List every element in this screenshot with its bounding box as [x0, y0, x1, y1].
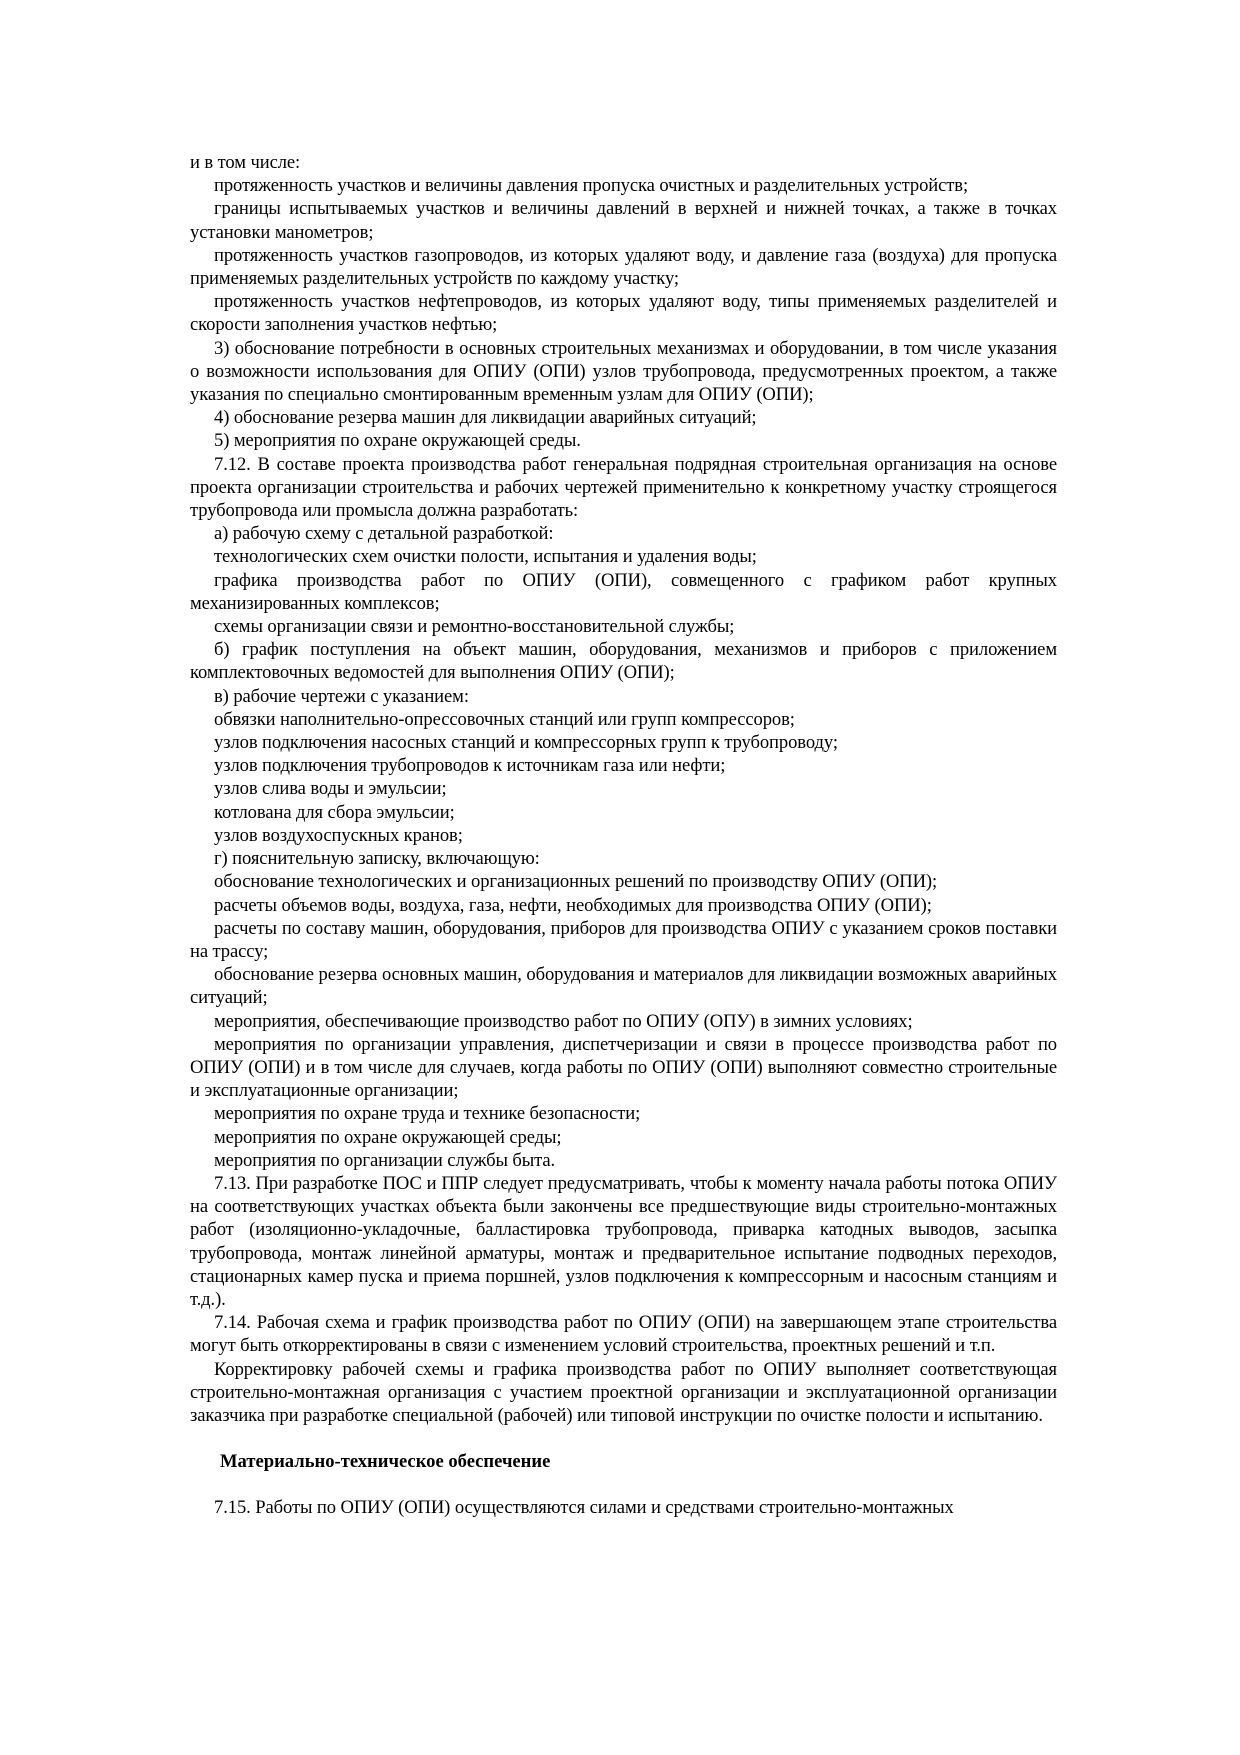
paragraph: узлов подключения насосных станций и компрессорных групп к трубопроводу;	[214, 732, 838, 754]
paragraph: г) пояснительную записку, включающую:	[214, 848, 540, 870]
paragraph: котлована для сбора эмульсии;	[214, 801, 455, 823]
paragraph: б) график поступления на объект машин, оборудования, механизмов и приборов с приложением комплектовочных ведомостей для выполнения ОПИУ (ОПИ);	[190, 639, 1057, 684]
paragraph: мероприятия по организации управления, диспетчеризации и связи в процессе производства работ по ОПИУ (ОПИ) и в том числе для случаев, когда работы по ОПИУ (ОПИ) выполняют совместно строительные и эксплуатационные организации;	[190, 1033, 1057, 1102]
paragraph: а) рабочую схему с детальной разработкой:	[214, 523, 554, 545]
paragraph: расчеты по составу машин, оборудования, приборов для производства ОПИУ с указанием сроков поставки на трассу;	[190, 917, 1057, 962]
document-page	[190, 151, 1057, 1520]
paragraph: границы испытываемых участков и величины давлений в верхней и нижней точках, а также в точках установки манометров;	[190, 198, 1057, 243]
paragraph: мероприятия по охране труда и технике безопасности;	[214, 1103, 641, 1125]
paragraph: графика производства работ по ОПИУ (ОПИ), совмещенного с графиком работ крупных механизированных комплексов;	[190, 569, 1057, 614]
paragraph: 3) обоснование потребности в основных строительных механизмах и оборудовании, в том числе указания о возможности использования для ОПИУ (ОПИ) узлов трубопровода, предусмотренных проектом, а также указания по специально смонтированным временным узлам для ОПИУ (ОПИ);	[190, 337, 1057, 406]
paragraph: протяженность участков газопроводов, из которых удаляют воду, и давление газа (воздуха) для пропуска применяемых разделительных устройств по каждому участку;	[190, 244, 1057, 290]
paragraph: технологических схем очистки полости, испытания и удаления воды;	[214, 546, 757, 568]
paragraph: 7.13. При разработке ПОС и ППР следует предусматривать, чтобы к моменту начала работы потока ОПИУ на соответствующих участках объекта были закончены все предшествующие виды строительно-монтажных работ (изоляционно-укладочные, балластировка трубопровода, приварка катодных выводов, засыпка трубопровода, монтаж линейной арматуры, монтаж и предварительное испытание подводных переходов, стационарных камер пуска и приема поршней, узлов подключения к компрессорным и насосным станциям и т.д.).	[190, 1172, 1057, 1310]
paragraph: расчеты объемов воды, воздуха, газа, нефти, необходимых для производства ОПИУ (ОПИ);	[214, 894, 932, 916]
paragraph: 5) мероприятия по охране окружающей среды.	[214, 430, 581, 452]
paragraph: и в том числе:	[190, 152, 301, 173]
paragraph: 7.15. Работы по ОПИУ (ОПИ) осуществляются силами и средствами строительно-монтажных	[214, 1497, 954, 1519]
paragraph: обоснование технологических и организационных решений по производству ОПИУ (ОПИ);	[214, 871, 938, 893]
paragraph: 4) обоснование резерва машин для ликвидации аварийных ситуаций;	[214, 407, 757, 429]
paragraph: 7.12. В составе проекта производства работ генеральная подрядная строительная организация на основе проекта организации строительства и рабочих чертежей применительно к конкретному участку строящегося трубопровода или промысла должна разработать:	[190, 453, 1057, 522]
paragraph: узлов подключения трубопроводов к источникам газа или нефти;	[214, 755, 726, 777]
paragraph: узлов воздухоспускных кранов;	[214, 824, 463, 846]
paragraph: схемы организации связи и ремонтно-восстановительной службы;	[214, 616, 735, 638]
paragraph: мероприятия, обеспечивающие производство работ по ОПИУ (ОПУ) в зимних условиях;	[214, 1010, 913, 1032]
paragraph: в) рабочие чертежи с указанием:	[214, 685, 469, 707]
paragraph: Корректировку рабочей схемы и графика производства работ по ОПИУ выполняет соответствующая строительно-монтажная организация с участием проектной организации и эксплуатационной организации заказчика при разработке специальной (рабочей) или типовой инструкции по очистке полости и испытанию.	[190, 1358, 1057, 1426]
paragraph: протяженность участков и величины давления пропуска очистных и разделительных устройств;	[214, 175, 969, 197]
paragraph: мероприятия по охране окружающей среды;	[214, 1126, 562, 1148]
paragraph: 7.14. Рабочая схема и график производства работ по ОПИУ (ОПИ) на завершающем этапе строительства могут быть откорректированы в связи с изменением условий строительства, проектных решений и т.п.	[190, 1312, 1057, 1357]
section-heading: Материально-техническое обеспечение	[220, 1451, 551, 1473]
paragraph: обвязки наполнительно-опрессовочных станций или групп компрессоров;	[214, 708, 795, 730]
paragraph: узлов слива воды и эмульсии;	[214, 778, 447, 800]
paragraph: мероприятия по организации службы быта.	[214, 1149, 556, 1171]
paragraph: протяженность участков нефтепроводов, из которых удаляют воду, типы применяемых разделителей и скорости заполнения участков нефтью;	[190, 291, 1057, 336]
paragraph: обоснование резерва основных машин, оборудования и материалов для ликвидации возможных аварийных ситуаций;	[190, 964, 1057, 1009]
